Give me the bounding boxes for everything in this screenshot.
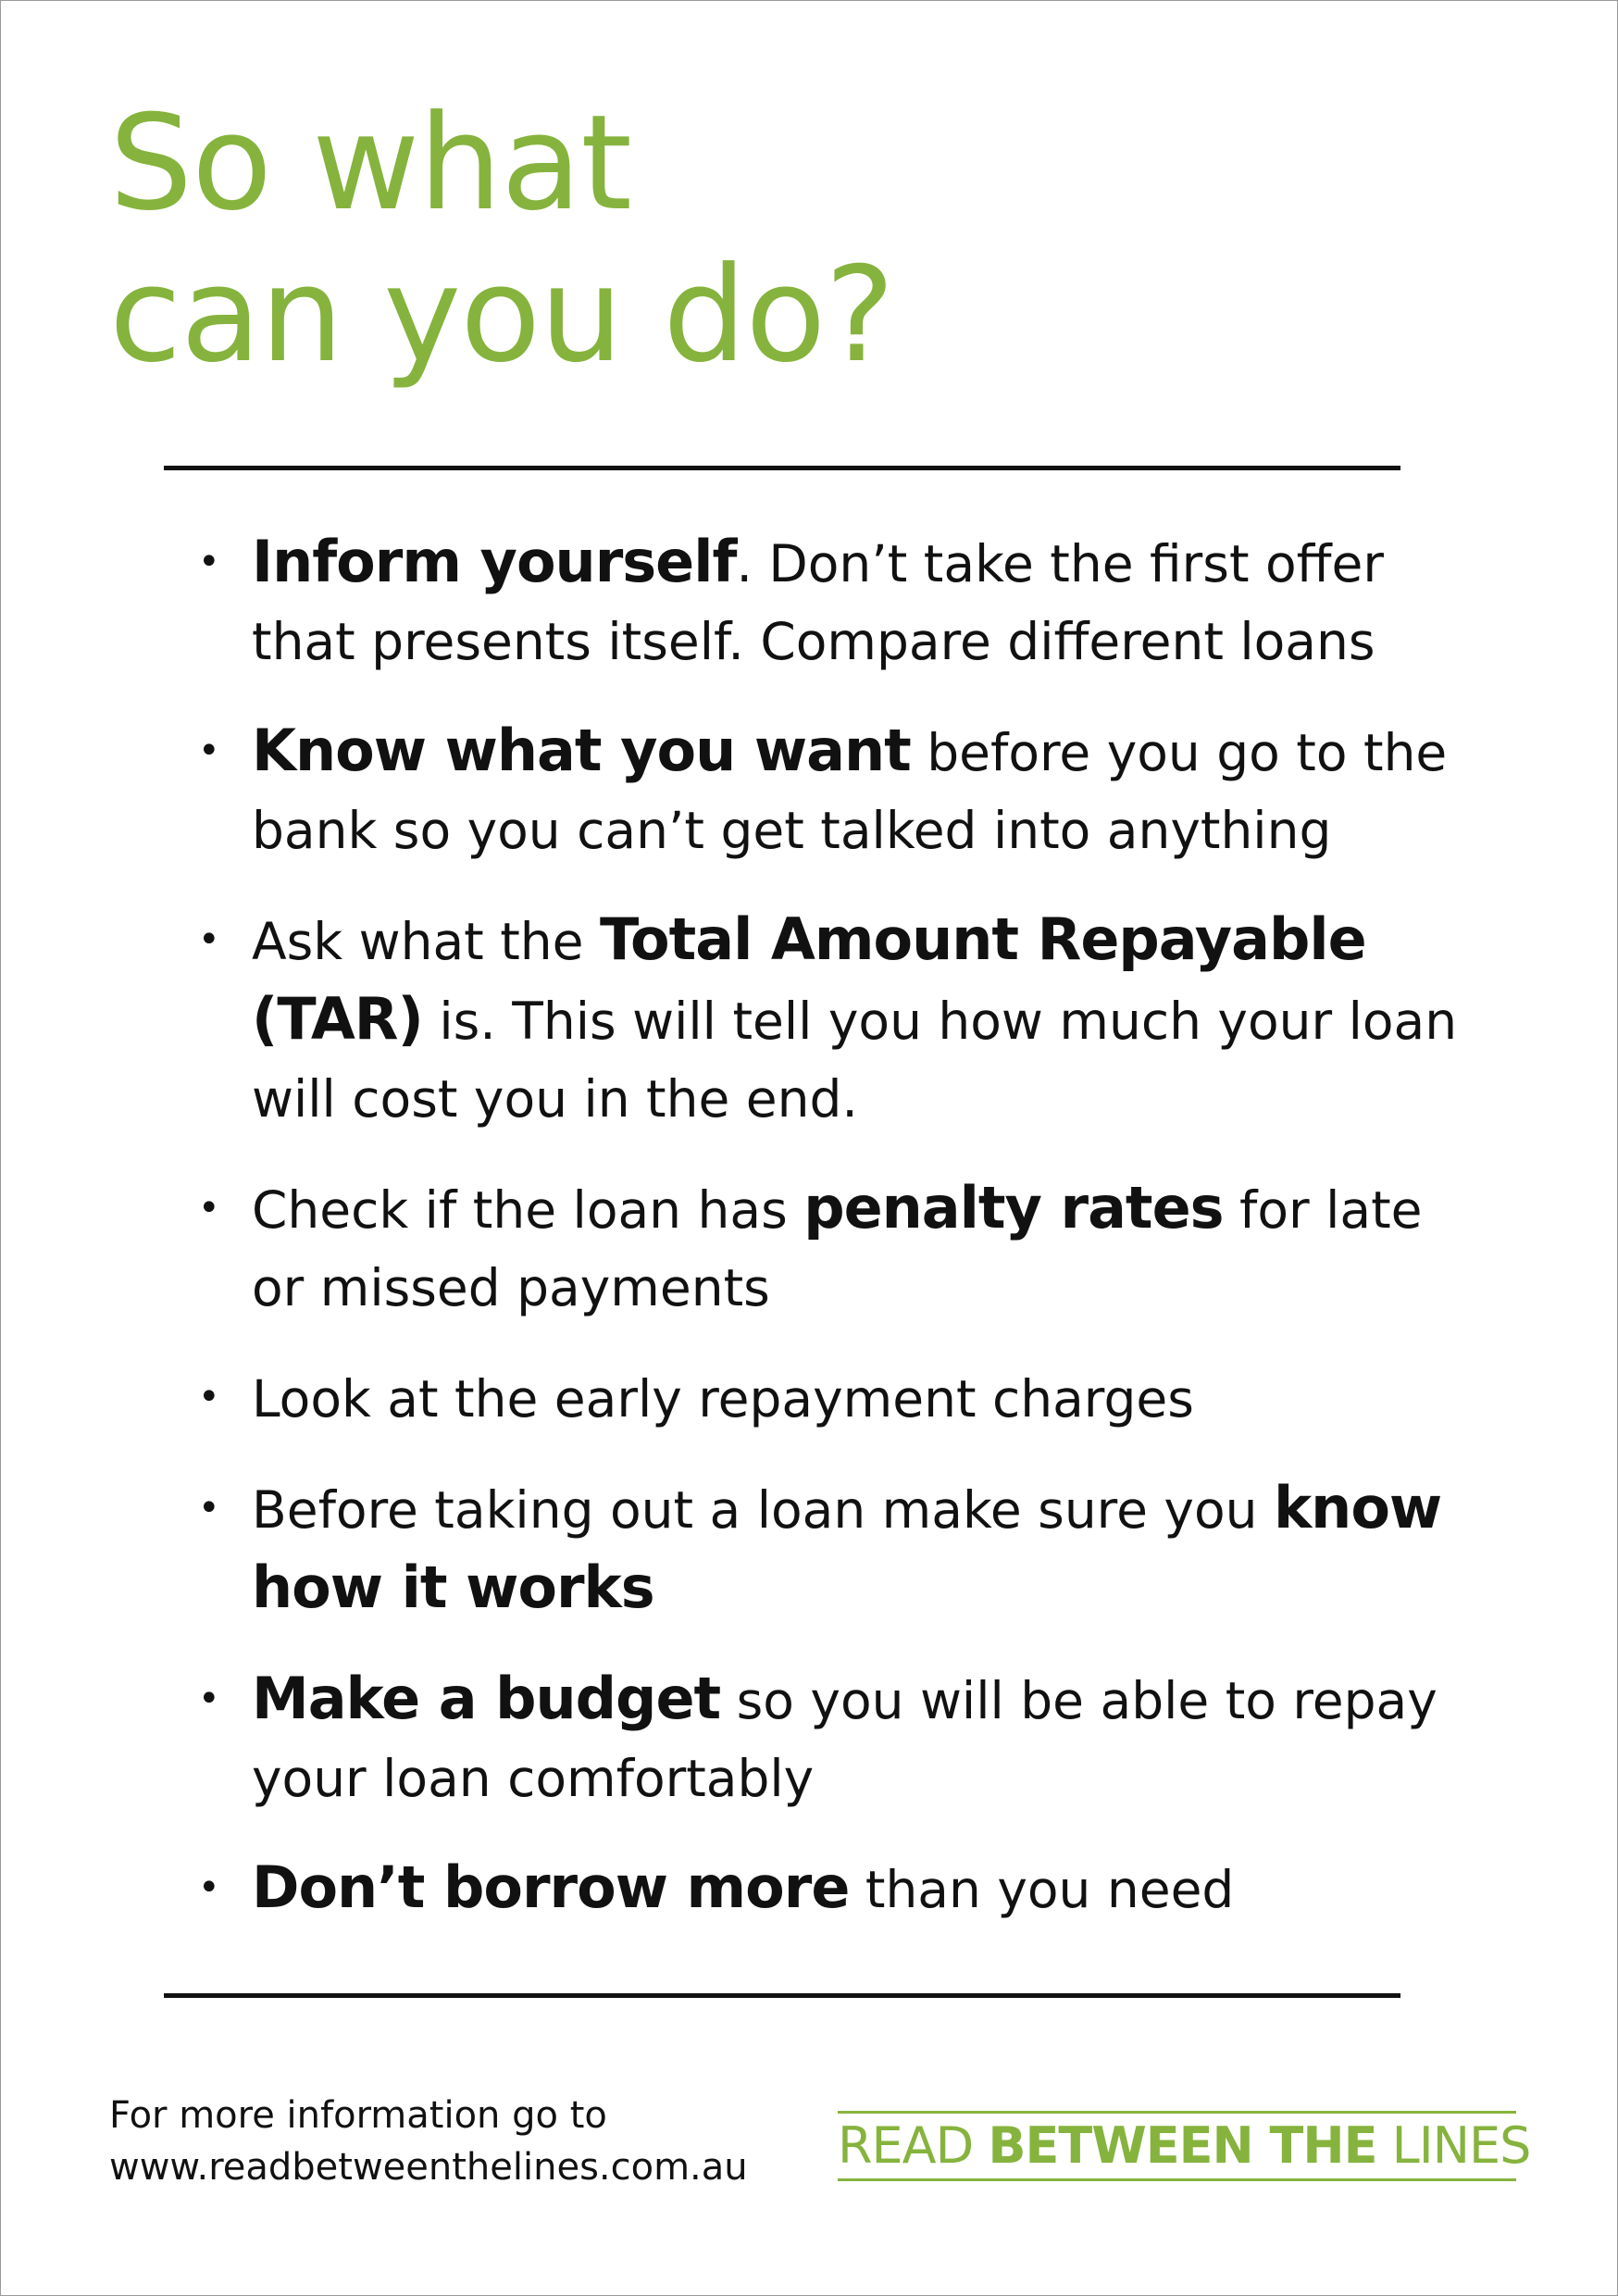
page-title bbox=[109, 88, 894, 392]
logo-text-pre: READ bbox=[838, 2116, 989, 2175]
top-divider bbox=[164, 466, 1400, 470]
tip-bold: Total Amount Repayable (TAR) bbox=[252, 905, 1366, 1053]
title-line-1: So what bbox=[109, 87, 631, 240]
list-item bbox=[185, 1358, 1481, 1438]
tip-pre: Before taking out a loan make sure you bbox=[252, 1480, 1274, 1540]
list-item bbox=[185, 523, 1481, 680]
tip-bold: know how it works bbox=[252, 1474, 1442, 1621]
tip-text: is. This will tell you how much your loan will cost you in the end. bbox=[252, 992, 1458, 1129]
tip-text: than you need bbox=[849, 1860, 1235, 1919]
list-item bbox=[185, 1660, 1481, 1817]
tip-text: so you will be able to repay your loan comfortably bbox=[252, 1671, 1438, 1808]
list-item bbox=[185, 1849, 1481, 1928]
footer-line-1: For more information go to bbox=[109, 2094, 607, 2137]
bullet-icon: • bbox=[198, 918, 220, 961]
tip-text: . Don’t take the first offer that presents itself. Compare different loans bbox=[252, 534, 1384, 671]
footer-info bbox=[109, 2090, 748, 2193]
footer-website-link[interactable]: www.readbetweenthelines.com.au bbox=[109, 2146, 748, 2189]
tip-text: for late or missed payments bbox=[252, 1180, 1423, 1317]
bottom-divider bbox=[164, 1993, 1400, 1998]
bullet-icon: • bbox=[198, 1376, 220, 1418]
tip-bold: Make a budget bbox=[252, 1665, 721, 1732]
tip-pre: Look at the early repayment charges bbox=[252, 1369, 1194, 1429]
bullet-icon: • bbox=[198, 1187, 220, 1229]
tip-bold: Don’t borrow more bbox=[252, 1853, 850, 1921]
bullet-icon: • bbox=[198, 1866, 220, 1909]
bullet-icon: • bbox=[198, 1678, 220, 1720]
list-item bbox=[185, 1469, 1481, 1628]
bullet-icon: • bbox=[198, 541, 220, 583]
list-item bbox=[185, 712, 1481, 869]
logo-text-post: LINES bbox=[1376, 2116, 1531, 2175]
bullet-icon: • bbox=[198, 730, 220, 772]
tip-bold: Know what you want bbox=[252, 717, 911, 784]
tips-list bbox=[185, 523, 1481, 1960]
tip-text: before you go to the bank so you can’t get talked into anything bbox=[252, 723, 1448, 860]
bullet-icon: • bbox=[198, 1487, 220, 1529]
tip-pre: Check if the loan has bbox=[252, 1180, 804, 1240]
list-item bbox=[185, 1169, 1481, 1327]
tip-bold: penalty rates bbox=[803, 1174, 1224, 1242]
tip-bold: Inform yourself bbox=[252, 528, 737, 595]
logo-text-bold: BETWEEN THE bbox=[988, 2116, 1377, 2175]
list-item bbox=[185, 901, 1481, 1138]
title-line-2: can you do? bbox=[109, 239, 894, 392]
read-between-the-lines-logo bbox=[838, 2111, 1531, 2181]
tip-pre: Ask what the bbox=[252, 912, 600, 971]
